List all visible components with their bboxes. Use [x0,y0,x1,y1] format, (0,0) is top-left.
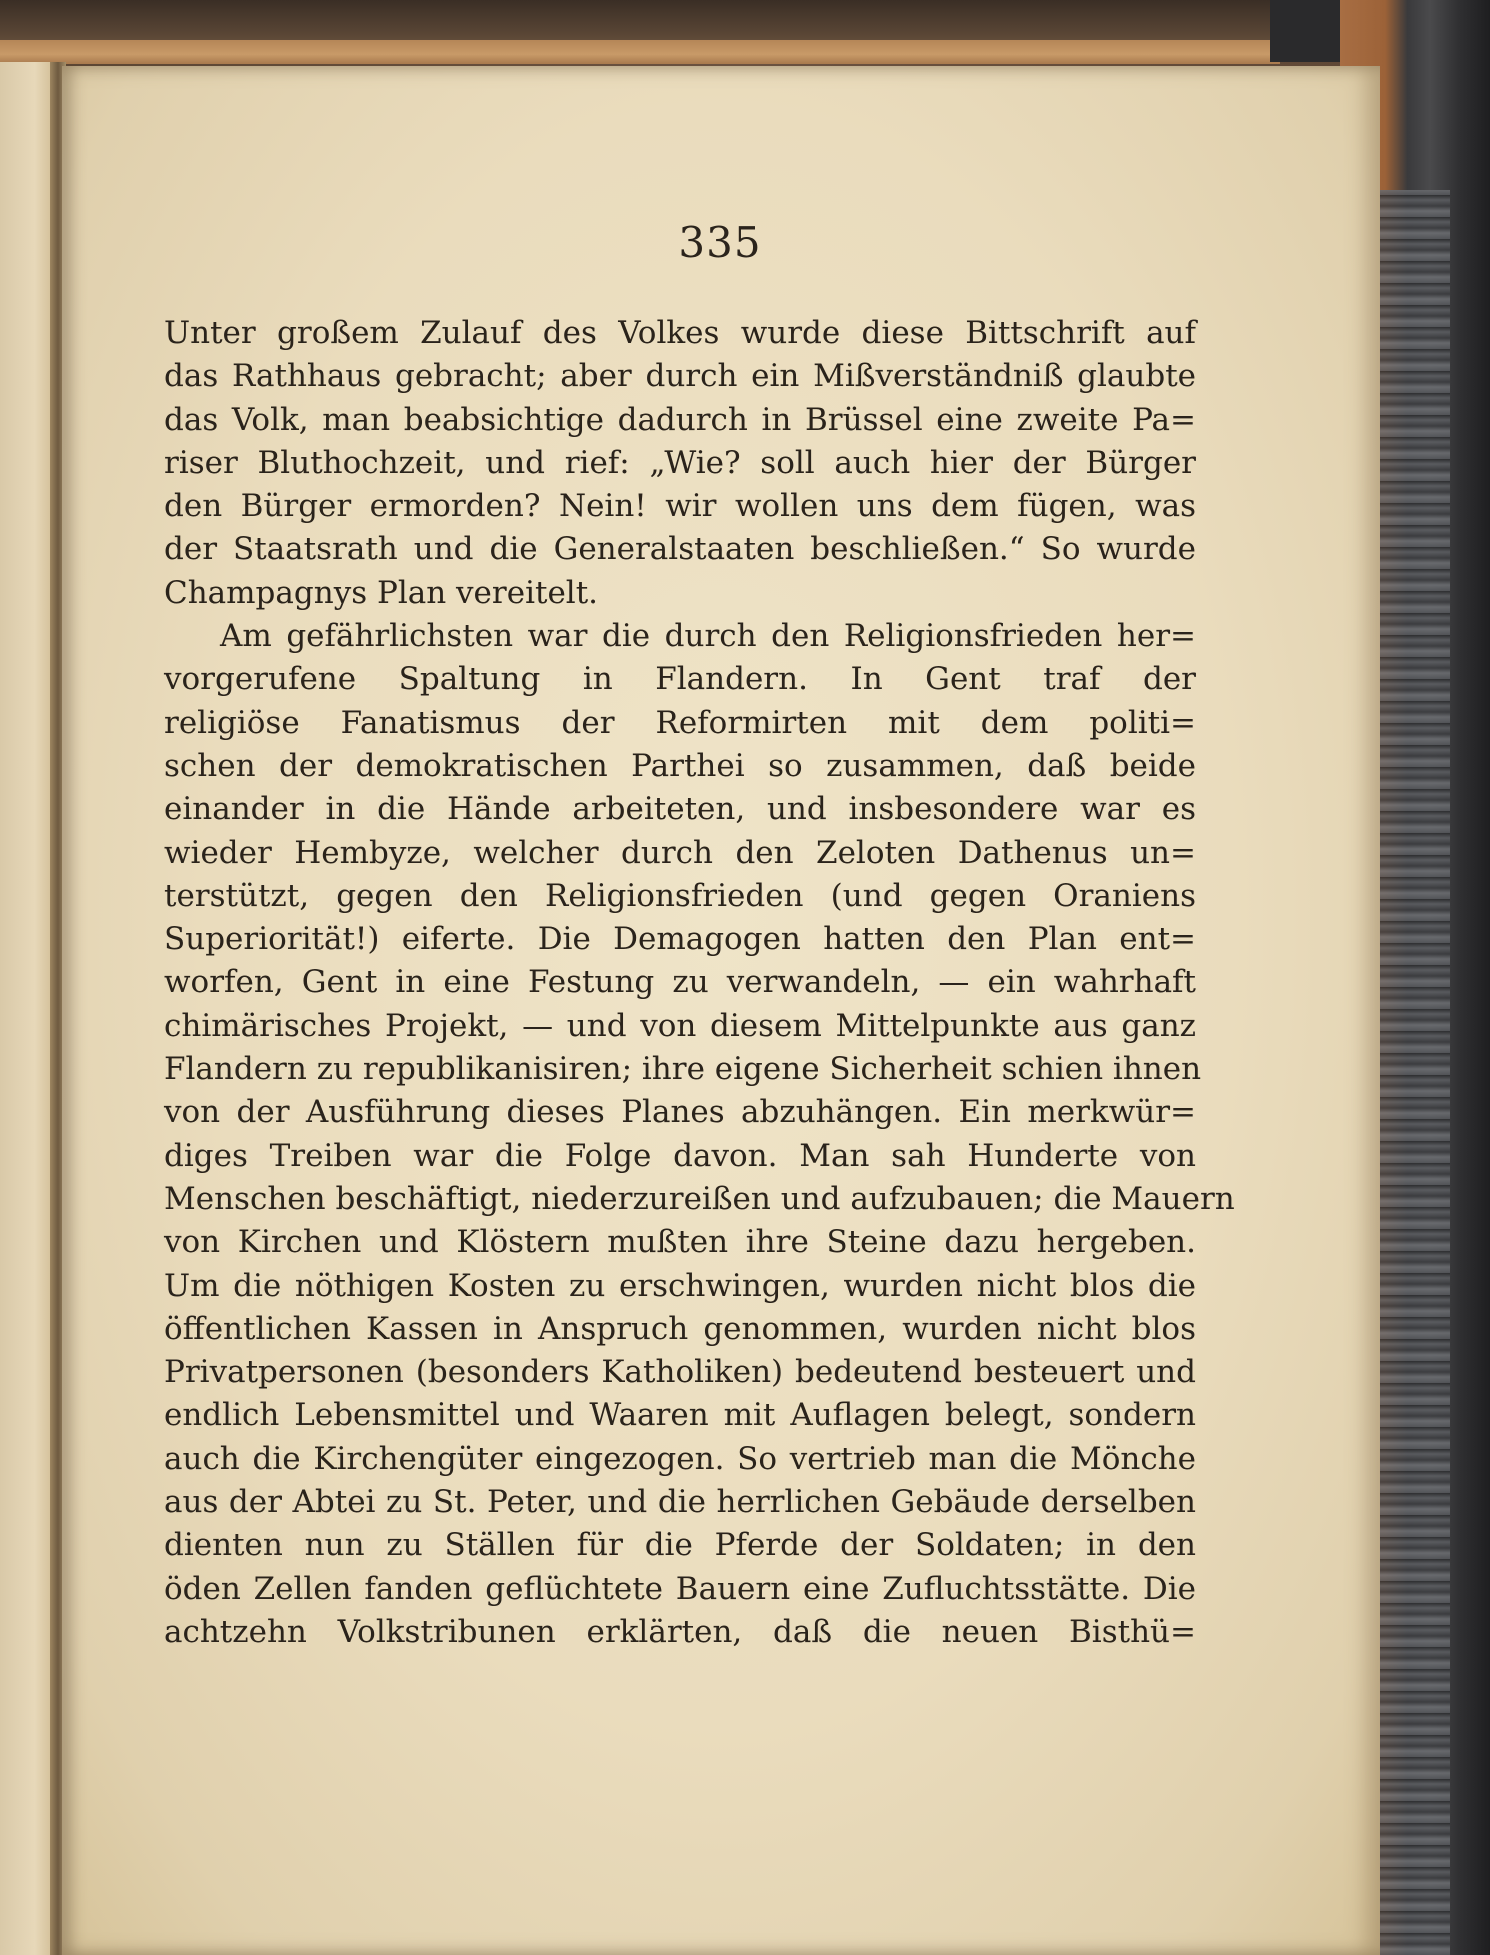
text-line: Flandern zu republikanisiren; ihre eigene Sicherheit schien ihnen [164,1051,1202,1088]
text-line: von der Ausführung dieses Planes abzuhängen. Ein merkwür= [164,1094,1196,1131]
text-line: Champagnys Plan vereitelt. [164,574,599,611]
text-line: dienten nun zu Ställen für die Pferde der Soldaten; in den [164,1527,1196,1564]
text-line: öffentlichen Kassen in Anspruch genommen, wurden nicht blos [164,1310,1196,1347]
text-line: Superiorität!) eiferte. Die Demagogen hatten den Plan ent= [164,921,1196,958]
text-line: Um die nöthigen Kosten zu erschwingen, wurden nicht blos die [164,1267,1196,1304]
text-line: Am gefährlichsten war die durch den Religionsfrieden her= [220,618,1196,655]
text-line: den Bürger ermorden? Nein! wir wollen uns dem fügen, was [164,488,1196,525]
text-line: Privatpersonen (besonders Katholiken) bedeutend besteuert und [164,1354,1196,1391]
text-line: diges Treiben war die Folge davon. Man sah Hunderte von [164,1137,1196,1174]
text-line: riser Bluthochzeit, und rief: „Wie? soll auch hier der Bürger [164,444,1196,481]
text-line: das Rathhaus gebracht; aber durch ein Mißverständniß glaubte [164,358,1196,395]
text-line: schen der demokratischen Parthei so zusammen, daß beide [164,747,1196,784]
text-line: Unter großem Zulauf des Volkes wurde diese Bittschrift auf [164,315,1196,351]
text-line: vorgerufene Spaltung in Flandern. In Gent traf der [164,661,1196,698]
text-line: worfen, Gent in eine Festung zu verwandeln, — ein wahrhaft [164,964,1196,1001]
cover-top-binding [0,40,1280,64]
text-line: endlich Lebensmittel und Waaren mit Auflagen belegt, sondern [164,1397,1196,1434]
page-number: 335 [678,218,762,267]
text-line: öden Zellen fanden geflüchtete Bauern eine Zufluchtsstätte. Die [164,1570,1196,1607]
text-line: Menschen beschäftigt, niederzureißen und aufzubauen; die Mauern [164,1180,1235,1217]
text-line: das Volk, man beabsichtige dadurch in Brüssel eine zweite Pa= [164,401,1196,438]
text-line: achtzehn Volkstribunen erklärten, daß die neuen Bisthü= [164,1613,1196,1650]
text-line: religiöse Fanatismus der Reformirten mit dem politi= [164,704,1196,741]
text-line: von Kirchen und Klöstern mußten ihre Steine dazu hergeben. [164,1224,1196,1261]
text-line: wieder Hembyze, welcher durch den Zeloten Dathenus un= [164,834,1196,871]
cover-right-marbling [1380,190,1450,1955]
text-line: terstützt, gegen den Religionsfrieden (und gegen Oraniens [164,877,1196,914]
text-line: auch die Kirchengüter eingezogen. So vertrieb man die Mönche [164,1440,1196,1477]
book-page [62,66,1380,1955]
page-body-text [164,312,1235,1654]
text-line: aus der Abtei zu St. Peter, und die herrlichen Gebäude derselben [164,1484,1196,1521]
text-line: chimärisches Projekt, — und von diesem Mittelpunkte aus ganz [164,1007,1196,1044]
text-line: der Staatsrath und die Generalstaaten beschließen.“ So wurde [164,531,1196,568]
text-line: einander in die Hände arbeiteten, und insbesondere war es [164,791,1196,828]
